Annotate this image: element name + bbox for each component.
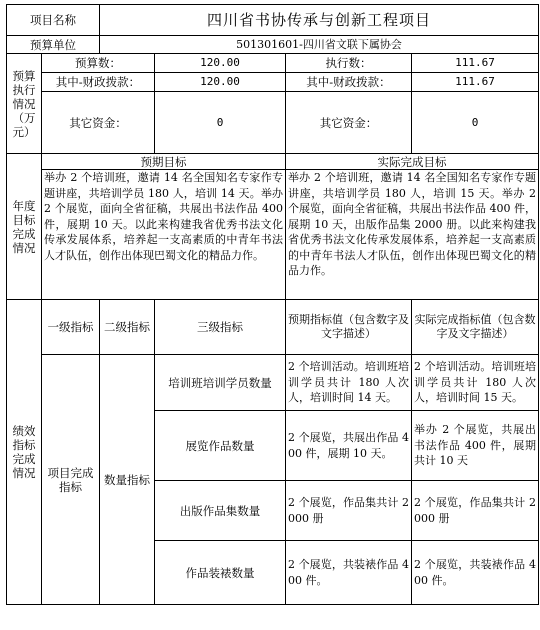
- other-funds-label: 其它资金：: [42, 92, 155, 154]
- indicator-name: 培训班培训学员数量: [155, 355, 286, 411]
- other-funds-budget: 0: [155, 92, 286, 154]
- indicator-expected: 2 个培训活动。培训班培训学员共计 180 人次人，培训时间 14 天。: [286, 355, 412, 411]
- expected-goal-header: 预期目标: [42, 154, 286, 170]
- fiscal-exec-label: 其中-财政拨款：: [286, 73, 412, 92]
- expected-value-header: 预期指标值（包含数字及文字描述）: [286, 300, 412, 355]
- indicator-expected: 2 个展览，共装裱作品 400 件。: [286, 541, 412, 605]
- indicator-expected: 2 个展览，共展出作品 400 件，展期 10 天。: [286, 411, 412, 481]
- actual-value-header: 实际完成指标值（包含数字及文字描述）: [412, 300, 539, 355]
- project-name: 四川省书协传承与创新工程项目: [100, 5, 539, 36]
- actual-goal-text: 举办 2 个培训班，邀请 14 名全国知名专家作专题讲座，共培训学员 180 人，培训 15 天。举办 2 个展览，面向全省征稿，共展出书法作品 400 件，展期 10 天，出版作品集 2000 册。以此来构建我省优秀书法文化传承发展体系，培养起一支高素质的中青年书法人才队伍，创作出体现巴蜀文化的精品力作。: [286, 170, 539, 300]
- project-name-label: 项目名称: [7, 5, 100, 36]
- indicator-name: 作品装裱数量: [155, 541, 286, 605]
- indicator-actual: 举办 2 个展览，共展出书法作品 400 件，展期共计 10 天: [412, 411, 539, 481]
- executed-amount: 111.67: [412, 54, 539, 73]
- indicator-actual: 2 个展览，作品集共计 2000 册: [412, 481, 539, 541]
- indicator-name: 展览作品数量: [155, 411, 286, 481]
- indicator-actual: 2 个培训活动。培训班培训学员共计 180 人次人，培训时间 15 天。: [412, 355, 539, 411]
- expected-goal-text: 举办 2 个培训班，邀请 14 名全国知名专家作专题讲座，共培训学员 180 人，培训 14 天。举办 2 个展览，面向全省征稿，共展出书法作品 400 件，展期 10 天。以此来构建我省优秀书法文化传承发展体系，培养起一支高素质的中青年书法人才队伍，创作出体现巴蜀文化的精品力作。: [42, 170, 286, 300]
- level2-indicator: 数量指标: [100, 355, 155, 605]
- budget-amount-label: 预算数：: [42, 54, 155, 73]
- fiscal-budget-label: 其中-财政拨款：: [42, 73, 155, 92]
- budget-section-label: 预算执行情况（万元）: [7, 54, 42, 154]
- indicator-name: 出版作品集数量: [155, 481, 286, 541]
- executed-label: 执行数：: [286, 54, 412, 73]
- level2-header: 二级指标: [100, 300, 155, 355]
- budget-unit-label: 预算单位: [7, 36, 100, 54]
- level1-indicator: 项目完成指标: [42, 355, 100, 605]
- performance-section-label: 绩效指标完成情况: [7, 300, 42, 605]
- budget-unit: 501301601-四川省文联下属协会: [100, 36, 539, 54]
- fiscal-budget: 120.00: [155, 73, 286, 92]
- budget-amount: 120.00: [155, 54, 286, 73]
- goals-section-label: 年度目标完成情况: [7, 154, 42, 300]
- fiscal-exec: 111.67: [412, 73, 539, 92]
- level3-header: 三级指标: [155, 300, 286, 355]
- indicator-expected: 2 个展览，作品集共计 2000 册: [286, 481, 412, 541]
- actual-goal-header: 实际完成目标: [286, 154, 539, 170]
- indicator-actual: 2 个展览，共装裱作品 400 件。: [412, 541, 539, 605]
- table-row: [7, 355, 539, 411]
- other-funds-exec: 0: [412, 92, 539, 154]
- report-table: [6, 4, 539, 605]
- level1-header: 一级指标: [42, 300, 100, 355]
- other-funds-exec-label: 其它资金：: [286, 92, 412, 154]
